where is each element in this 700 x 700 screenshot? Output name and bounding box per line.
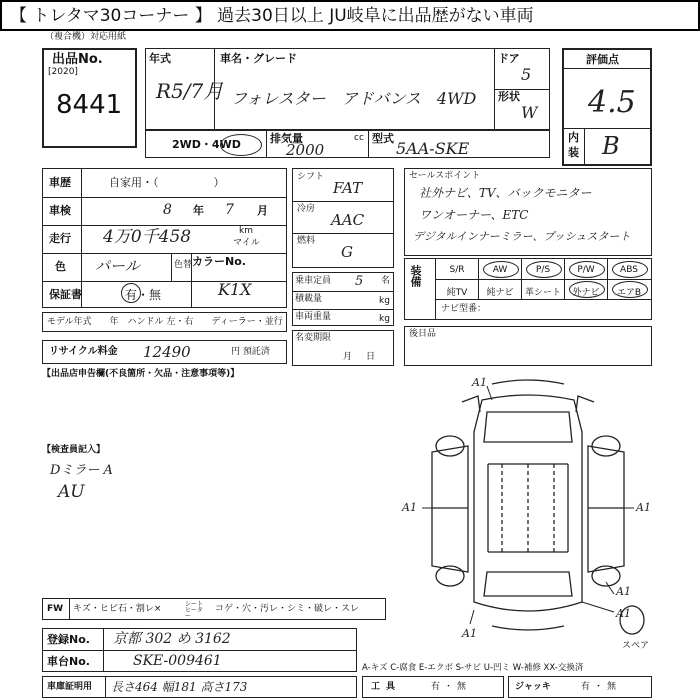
history-options: 自家用・（ ） <box>109 176 225 189</box>
inspector-label: 【検査員記入】 <box>42 445 106 455</box>
seller-notes-label: 【出品店申告欄(不良箇所・欠品・注意事項等)】 <box>42 369 240 379</box>
equipment-label: 装備 <box>409 265 422 287</box>
katashiki-label: 型式 <box>372 132 394 145</box>
cert-row <box>42 676 357 698</box>
chassis-value: SKE-009461 <box>133 653 222 669</box>
equip-airbag: エアB <box>616 288 642 298</box>
equip-navi: 純ナビ <box>486 288 514 298</box>
equip-abs: ABS <box>620 265 638 275</box>
damage-mark-rear-right: A1 <box>616 585 631 598</box>
payload-unit: kg <box>379 296 390 306</box>
inspector-line-1: Dミラー A <box>50 463 113 478</box>
displacement-unit: cc <box>354 133 364 143</box>
spare-label: スペア <box>622 641 650 651</box>
color-value: パール <box>95 257 140 275</box>
recycle-unit: 円 預託済 <box>231 347 270 357</box>
sales-point-line-3: デジタルインナーミラー、プッシュスタート <box>413 230 631 243</box>
tools-box <box>362 676 504 698</box>
fw-text-2: コゲ・穴・汚レ・シミ・破レ・スレ <box>215 604 360 614</box>
cert-value: 長さ464 幅181 高さ173 <box>111 680 248 694</box>
shamei-value: フォレスター アドバンス 4WD <box>231 89 477 108</box>
damage-mark-right: A1 <box>636 501 651 514</box>
registration-value: 京都 302 め 3162 <box>113 631 231 647</box>
tools-options: 有・無 <box>431 682 471 692</box>
jack-box <box>508 676 652 698</box>
navi-model-label: ナビ型番： <box>441 304 487 314</box>
recycle-label: リサイクル料金 <box>49 346 118 357</box>
score-label: 評価点 <box>586 53 619 66</box>
rear-items-box <box>404 326 652 366</box>
damage-legend: A-キズ C-腐食 E-エクボ S-サビ U-凹ミ W-補修 XX-交換済 <box>362 663 584 673</box>
capacity-value: 5 <box>355 274 364 289</box>
jack-label: ジャッキ <box>515 682 551 692</box>
damage-mark-front: A1 <box>472 376 487 389</box>
title-banner <box>0 0 700 31</box>
keijo-value: W <box>521 103 538 122</box>
interior-value: B <box>602 132 620 160</box>
aircon-label: 冷房 <box>297 204 316 214</box>
damage-mark-rear-bumper: A1 <box>616 607 631 620</box>
fw-text: キズ・ヒビ石・割レ× <box>73 604 162 614</box>
chassis-label: 車台No. <box>47 655 90 668</box>
lot-year-tag: [2020] <box>48 67 78 77</box>
capacity-label: 乗車定員 <box>295 276 332 286</box>
nenshiki-value: R5/7月 <box>156 79 224 103</box>
sales-points-box <box>404 168 652 256</box>
shamei-label: 車名・グレード <box>220 52 297 65</box>
lot-number: 8441 <box>56 90 123 120</box>
registration-box <box>42 628 357 672</box>
color-no-box <box>190 252 287 308</box>
jack-options: 有・無 <box>581 682 621 692</box>
name-change-label: 名変期限 <box>295 333 332 343</box>
displacement-value: 2000 <box>286 141 325 159</box>
nenshiki-label: 年式 <box>149 52 171 65</box>
weight-unit: kg <box>379 314 390 324</box>
mileage-value: 4万0千458 <box>103 227 192 247</box>
registration-label: 登録No. <box>47 633 90 646</box>
mileage-label: 走行 <box>49 232 71 245</box>
color-label: 色 <box>55 260 66 273</box>
tools-label: 工具 <box>371 682 402 692</box>
lot-label: 出品No. <box>52 52 103 67</box>
spec-grid-mid <box>292 168 394 268</box>
inspector-line-2: AU <box>58 482 85 502</box>
equip-aw: AW <box>492 265 508 275</box>
sub-note: （複合機）対応用紙 <box>45 32 127 42</box>
history-label: 車歴 <box>49 176 71 189</box>
name-change-unit: 月日 <box>343 352 390 362</box>
cert-label: 車庫証明用 <box>47 682 93 692</box>
doors-value: 5 <box>521 65 532 84</box>
banner-text: 【 トレタマ30コーナー 】 過去30日以上 JU岐阜に出品歴がない車両 <box>10 6 534 26</box>
katashiki-value: 5AA-SKE <box>396 139 470 158</box>
score-box <box>562 48 652 166</box>
doors-label: ドア <box>498 52 520 65</box>
warranty-label: 保証書 <box>49 288 82 301</box>
model-year-text: モデル年式 年 ハンドル 左・右 ディーラー・並行 <box>47 317 283 327</box>
shift-value: FAT <box>333 179 363 197</box>
fw-row <box>42 598 386 620</box>
lot-box <box>42 48 137 148</box>
keijo-label: 形状 <box>498 90 520 103</box>
aircon-value: AAC <box>331 211 365 229</box>
mileage-unit-mile: マイル <box>233 238 260 248</box>
equip-tv: 純TV <box>446 288 468 298</box>
equip-leather: 革シート <box>524 288 561 298</box>
shift-label: シフト <box>297 172 325 182</box>
shaken-month: 7 <box>225 202 234 218</box>
mileage-unit-km: km <box>239 226 253 236</box>
recycle-value: 12490 <box>143 343 191 361</box>
displacement-label: 排気量 <box>270 132 303 145</box>
equip-ps: P/S <box>535 265 551 275</box>
sales-points-label: セールスポイント <box>409 171 481 181</box>
recycle-row <box>42 340 287 364</box>
interior-label-2: 装 <box>568 146 579 159</box>
drive-row <box>145 130 550 158</box>
damage-mark-rear: A1 <box>462 627 477 640</box>
fw-label: FW <box>47 604 64 614</box>
damage-mark-left: A1 <box>402 501 417 514</box>
sales-point-line-2: ワンオーナー、ETC <box>419 208 529 222</box>
color-no-value: K1X <box>218 280 252 299</box>
shaken-label: 車検 <box>49 204 71 217</box>
capacity-unit: 名 <box>381 276 391 286</box>
color-change-label: 色替 <box>174 260 193 270</box>
equip-sr: S/R <box>449 265 465 275</box>
shaken-month-unit: 月 <box>257 204 268 217</box>
vehicle-header-box <box>145 48 550 130</box>
capacity-grid <box>292 272 394 326</box>
warranty-options: 有・無 <box>125 288 162 302</box>
sales-point-line-1: 社外ナビ、TV、バックモニター <box>419 186 592 200</box>
name-change-box <box>292 330 394 366</box>
score-value: 4.5 <box>588 85 636 120</box>
equipment-box <box>404 258 652 320</box>
rear-items-label: 後日品 <box>409 329 437 339</box>
fuel-value: G <box>341 243 353 261</box>
fuel-label: 燃料 <box>297 236 316 246</box>
payload-label: 積載量 <box>295 294 323 304</box>
drive-label: 2WD・4WD <box>172 138 241 151</box>
equip-aftermarket-navi: 外ナビ <box>572 288 600 298</box>
fw-seat-label: シートヒーター <box>185 601 204 620</box>
shaken-year-unit: 年 <box>193 204 204 217</box>
color-no-label: カラーNo. <box>192 255 246 268</box>
model-year-row <box>42 312 287 332</box>
shaken-year: 8 <box>163 202 172 218</box>
weight-label: 車両重量 <box>295 312 332 322</box>
interior-label: 内 <box>568 131 579 144</box>
equip-pw: P/W <box>577 265 595 275</box>
